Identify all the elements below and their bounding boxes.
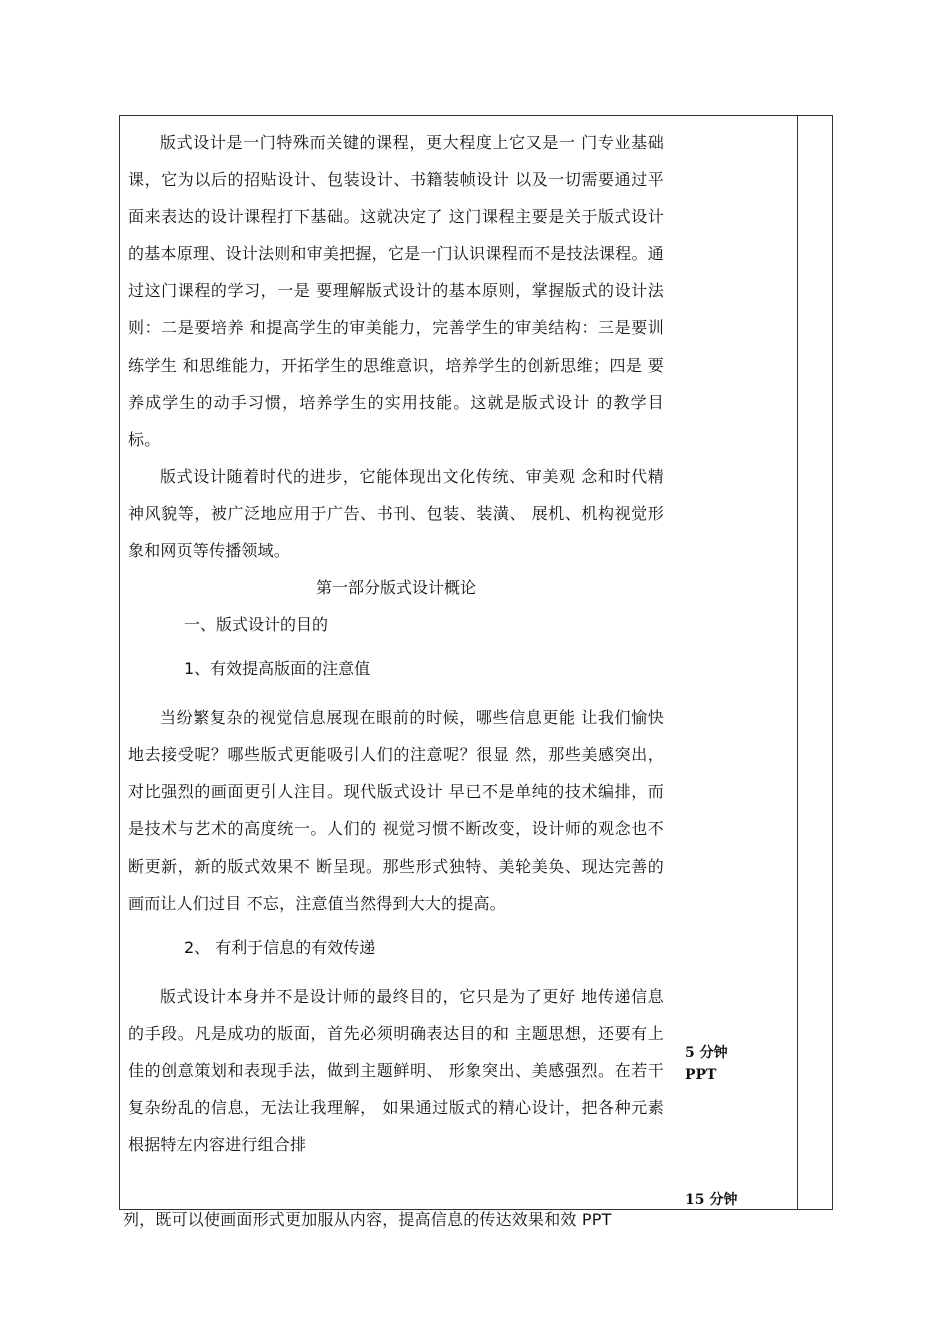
- time-label-1: 5 分钟: [685, 1045, 728, 1061]
- subsection-heading-transmission: 2、 有利于信息的有效传递: [184, 937, 376, 957]
- part-title: 第一部分版式设计概论: [315, 578, 476, 598]
- section-heading-purpose: 一、版式设计的目的: [184, 615, 329, 635]
- column-divider: [797, 116, 798, 1209]
- trailing-text-line: 列，既可以使画面形式更加服从内容，提高信息的传达效果和效 PPT: [123, 1210, 612, 1229]
- ppt-label-1: PPT: [685, 1067, 717, 1083]
- intro-paragraph-1: 版式设计是一门特殊而关键的课程，更大程度上它又是一 门专业基础课，它为以后的招贴设计、包装设计、书籍装帧设计 以及一切需要通过平面来表达的设计课程打下基础。这就决定了 这门课程主要是关于版式设计的基本原理、设计法则和审美把握，它是一门认识课程而不是技法课程。通过这门课程的学习，一是 要理解版式设计的基本原则，掌握版式的设计法则：二是要培养 和提高学生的审美能力，完善学生的审美结构：三是要训练学生 和思维能力，开拓学生的思维意识，培养学生的创新思维；四是 要养成学生的动手习惯，培养学生的实用技能。这就是版式设计 的教学目标。: [128, 133, 664, 449]
- time-note-2: [685, 1189, 737, 1211]
- time-label-2: 15 分钟: [685, 1192, 738, 1208]
- content-cell: [128, 124, 664, 1163]
- time-note-1: [685, 1042, 728, 1086]
- subsection-heading-attention: 1、有效提高版面的注意值: [184, 659, 371, 679]
- intro-paragraph-2: 版式设计随着时代的进步，它能体现出文化传统、审美观 念和时代精神风貌等，被广泛地应用于广告、书刊、包装、装潢、 展机、机构视觉形象和网页等传播领域。: [128, 466, 664, 561]
- transmission-paragraph: 版式设计本身并不是设计师的最终目的，它只是为了更好 地传递信息的手段。凡是成功的版面，首先必须明确表达目的和 主题思想，还要有上佳的创意策划和表现手法，做到主题鲜明、 形象突出、美感强烈。在若干复杂纷乱的信息，无法让我理解， 如果通过版式的精心设计，把各种元素根据特左内容进行组合排: [128, 986, 664, 1155]
- attention-paragraph: 当纷繁复杂的视觉信息展现在眼前的时候，哪些信息更能 让我们愉快地去接受呢？哪些版式更能吸引人们的注意呢？很显 然，那些美感突出，对比强烈的画面更引人注目。现代版式设计 早已不是单纯的技术编排，而是技术与艺术的高度统一。人们的 视觉习惯不断改变，设计师的观念也不断更新，新的版式效果不 断呈现。那些形式独特、美轮美奂、现达完善的画而让人们过目 不忘，注意值当然得到大大的提高。: [128, 708, 664, 913]
